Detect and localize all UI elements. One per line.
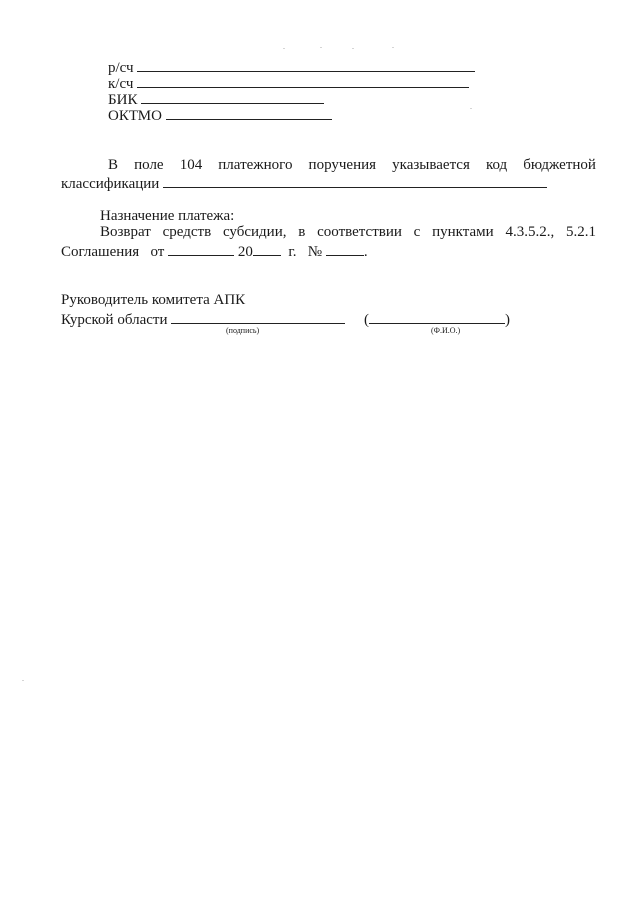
signatory-region-text: Курской области xyxy=(61,312,168,328)
purpose-word: пунктами xyxy=(432,224,494,240)
scan-speck xyxy=(22,680,24,681)
year-label: 20 xyxy=(237,244,253,260)
scan-speck xyxy=(320,47,322,48)
purpose-line2 xyxy=(61,242,368,261)
rs-label: р/сч xyxy=(108,60,134,76)
year-blank xyxy=(253,242,281,256)
scan-speck xyxy=(352,48,354,49)
bik-label: БИК xyxy=(108,92,138,108)
kbk-word: В xyxy=(108,157,119,173)
name-blank xyxy=(369,310,505,324)
purpose-line1 xyxy=(100,224,596,241)
purpose-word: 5.2.1 xyxy=(566,224,596,240)
bik-blank xyxy=(141,90,324,104)
purpose-heading-text: Назначение платежа: xyxy=(100,208,235,224)
close-paren: ) xyxy=(505,312,510,328)
purpose-heading xyxy=(100,208,234,225)
agreement-label: Соглашения xyxy=(61,244,140,260)
signatory-position-line1 xyxy=(61,292,245,309)
purpose-word: с xyxy=(413,224,421,240)
scan-speck xyxy=(392,47,394,48)
kbk-word: код xyxy=(485,157,508,173)
oktmo-label: ОКТМО xyxy=(108,108,162,124)
number-label: № xyxy=(307,244,323,260)
kbk-label: классификации xyxy=(61,176,160,192)
kbk-word: поле xyxy=(134,157,164,173)
kbk-word: указывается xyxy=(392,157,470,173)
rs-blank xyxy=(137,58,475,72)
open-paren: ( xyxy=(364,312,369,328)
signatory-position-text: Руководитель комитета АПК xyxy=(61,292,246,308)
kbk-paragraph-line1 xyxy=(108,157,596,174)
oktmo-line xyxy=(108,106,332,125)
ks-blank xyxy=(137,74,469,88)
purpose-word: субсидии, xyxy=(222,224,287,240)
oktmo-blank xyxy=(166,106,332,120)
ks-label: к/сч xyxy=(108,76,134,92)
kbk-word: 104 xyxy=(179,157,203,173)
year-suffix: г. xyxy=(288,244,297,260)
signature-blank xyxy=(171,310,345,324)
signature-caption: (подпись) xyxy=(226,326,260,335)
from-label: от xyxy=(150,244,165,260)
number-blank xyxy=(326,242,364,256)
scan-speck xyxy=(470,108,472,109)
purpose-word: Возврат xyxy=(100,224,151,240)
kbk-word: платежного xyxy=(218,157,293,173)
kbk-paragraph-line2 xyxy=(61,174,547,193)
purpose-word: средств xyxy=(162,224,212,240)
scan-speck xyxy=(283,48,285,49)
name-caption: (Ф.И.О.) xyxy=(431,326,461,335)
signatory-position-line2 xyxy=(61,310,345,329)
purpose-word: 4.3.5.2., xyxy=(505,224,555,240)
purpose-word: в xyxy=(298,224,306,240)
kbk-word: поручения xyxy=(308,157,377,173)
end-mark: . xyxy=(363,244,368,260)
kbk-word: бюджетной xyxy=(523,157,596,173)
date-blank xyxy=(168,242,234,256)
kbk-blank xyxy=(163,174,547,188)
purpose-word: соответствии xyxy=(317,224,402,240)
